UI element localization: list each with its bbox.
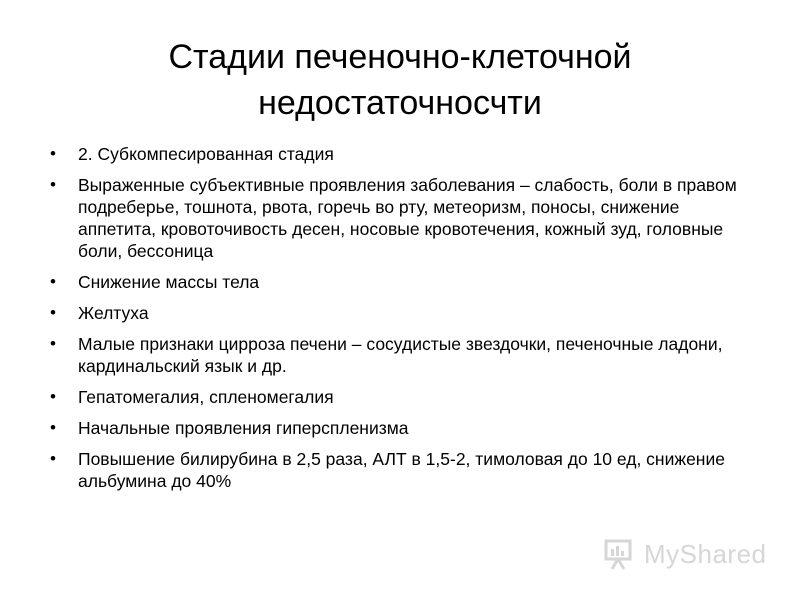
bullet-item-hepatomegaly: • Гепатомегалия, спленомегалия [50,386,750,408]
bullet-item-symptoms: • Выраженные субъективные проявления заболевания – слабость, боли в правом подреберье, тошнота, рвота, горечь во рту, метеоризм, поносы, снижение аппетита, кровоточивость десен, носовые кровотечения, кожный зуд, головные боли, бессоница [50,174,750,262]
watermark-text: MyShared [644,538,767,569]
bullet-item-hypersplenism: • Начальные проявления гиперспленизма [50,417,750,439]
slide-title-line-2: недостаточносчти [258,84,542,122]
bullet-item-stage: • 2. Субкомпесированная стадия [50,143,750,165]
bullet-item-weight-loss: • Снижение массы тела [50,271,750,293]
bullet-item-cirrhosis-signs: • Малые признаки цирроза печени – сосудистые звездочки, печеночные ладони, кардинальский язык и др. [50,333,750,377]
slide-title-line-1: Стадии печеночно-клеточной [168,38,632,76]
bullet-item-lab-values: • Повышение билирубина в 2,5 раза, АЛТ в 1,5-2, тимоловая до 10 ед, снижение альбумина до 40% [50,448,750,492]
presentation-board-icon [604,537,638,571]
slide-title [60,34,740,126]
watermark [604,536,767,572]
bullet-item-jaundice: • Желтуха [50,302,750,324]
bullet-list [50,143,750,501]
